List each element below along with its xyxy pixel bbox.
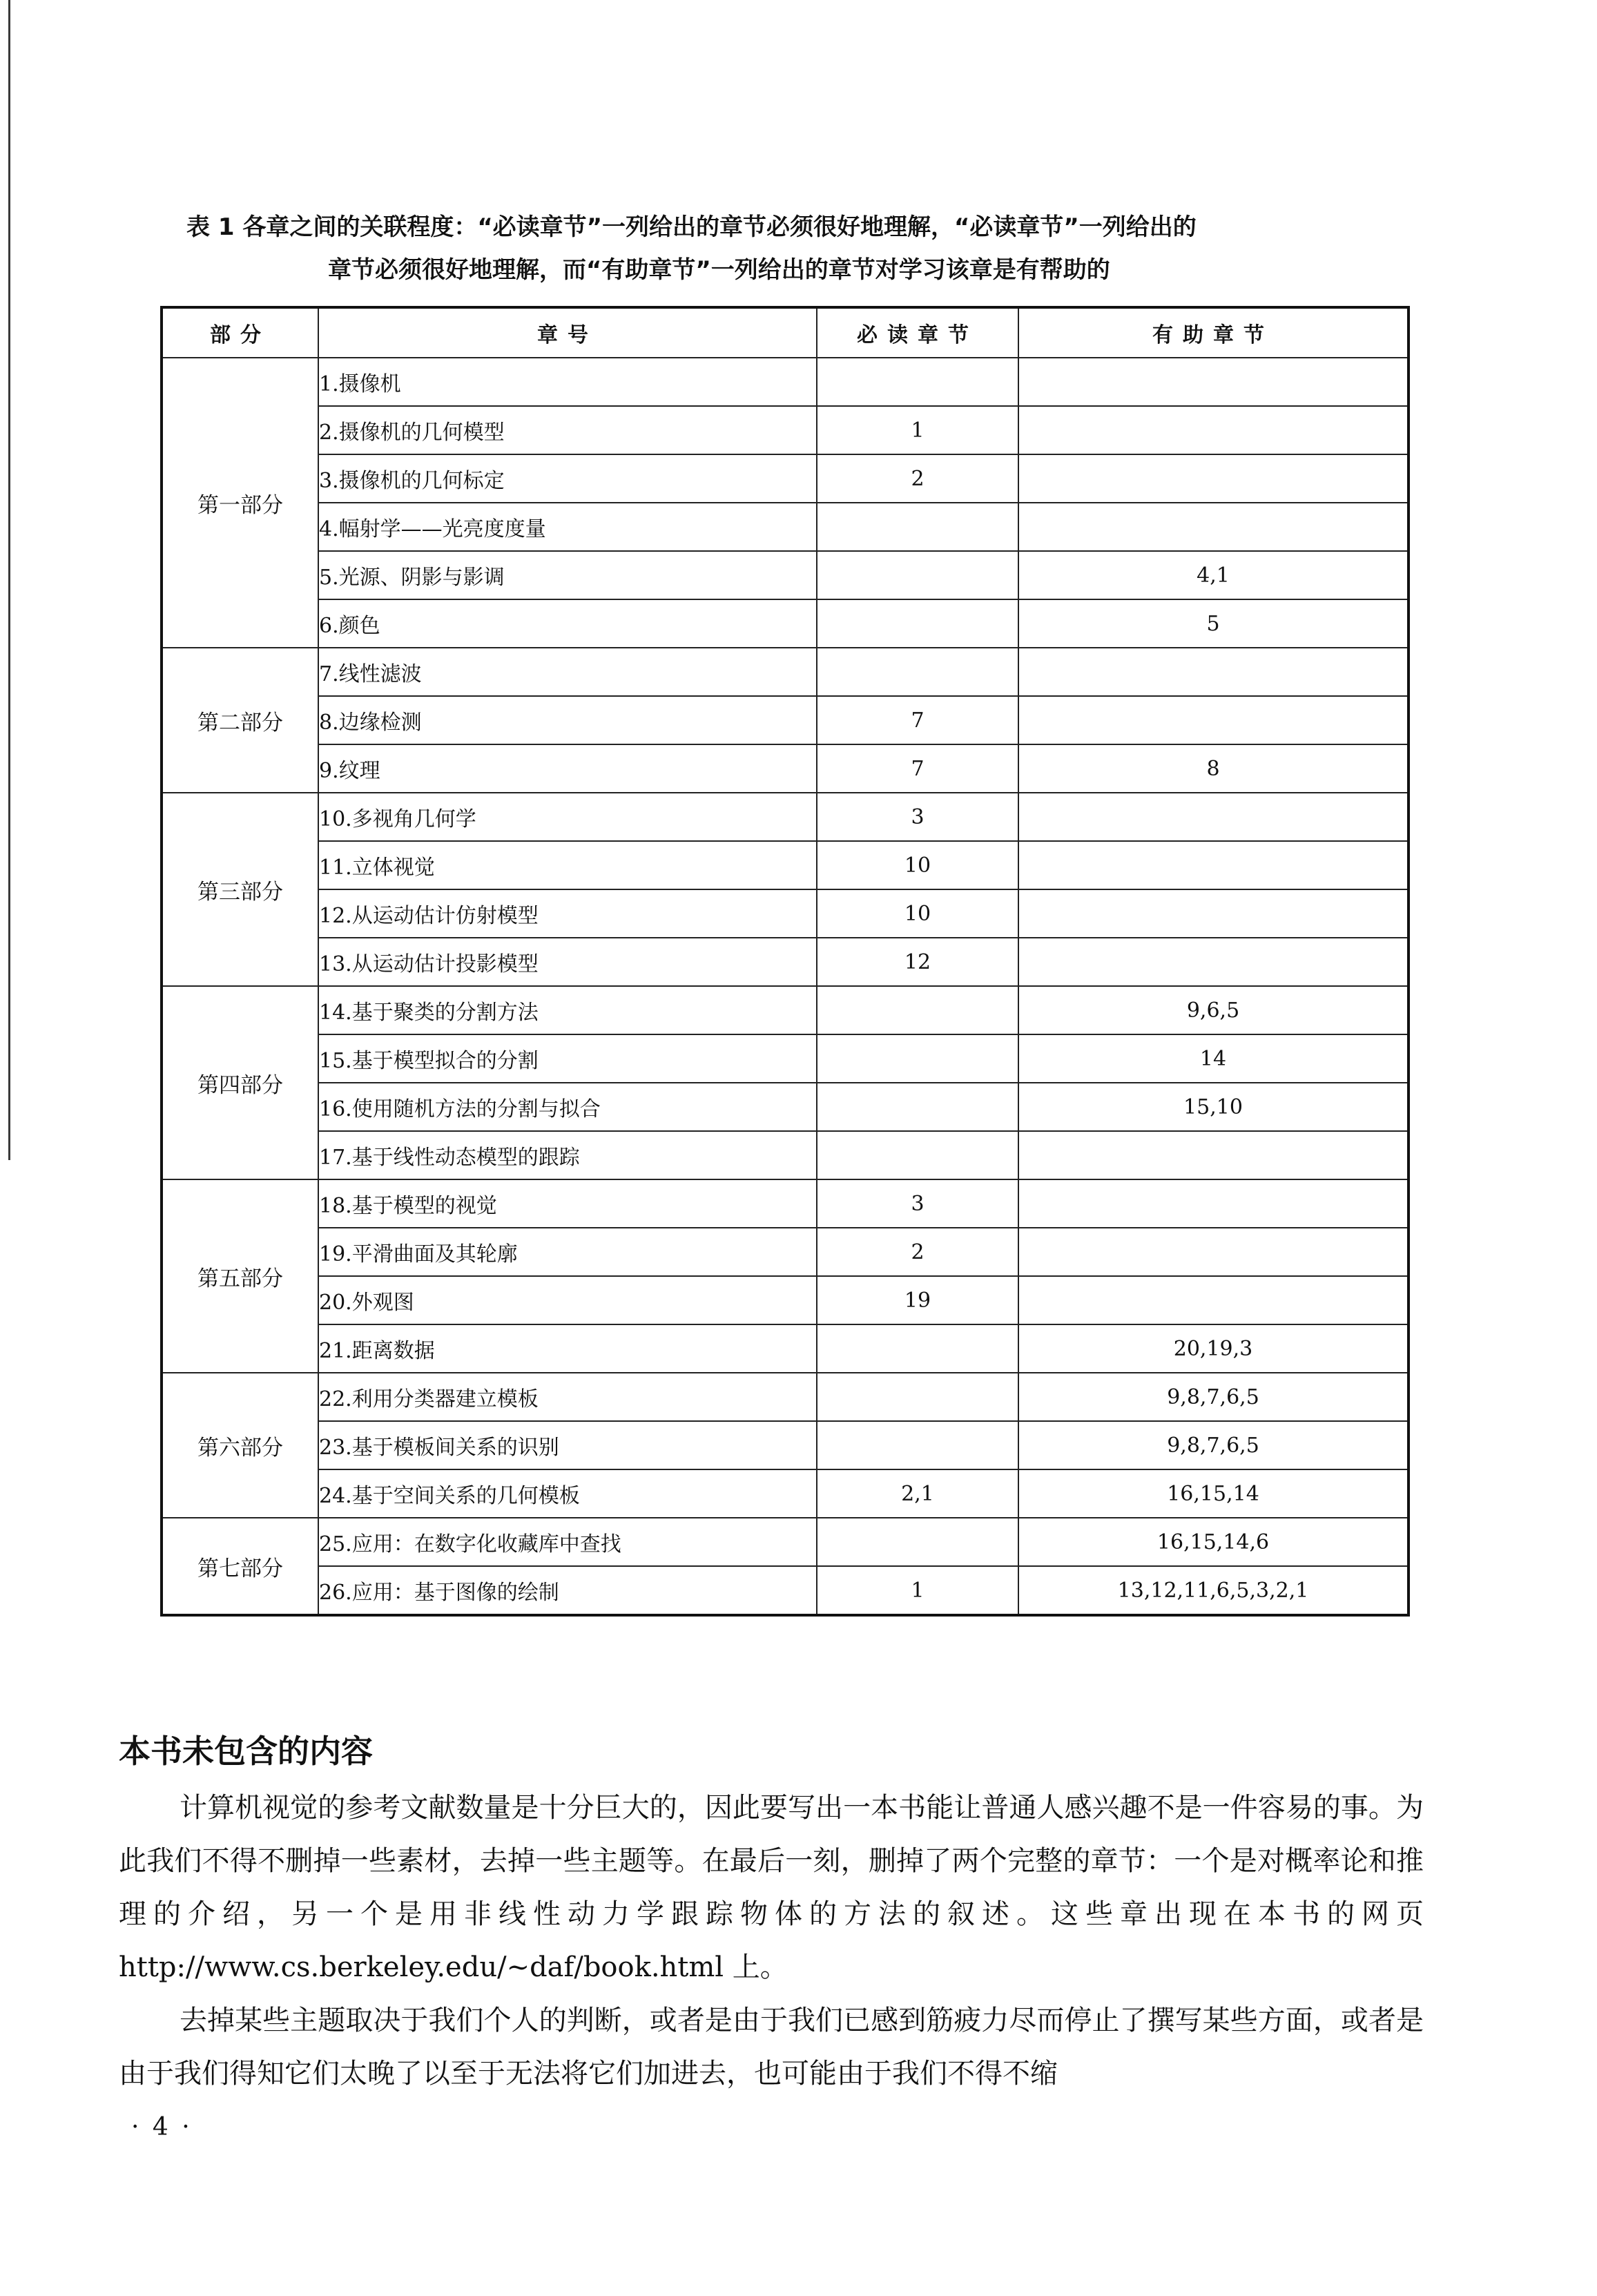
part-cell: 第七部分 <box>162 1518 318 1615</box>
helpful-cell: 16,15,14,6 <box>1018 1518 1409 1566</box>
chapter-cell: 20.外观图 <box>318 1276 817 1324</box>
required-cell: 2 <box>817 1228 1018 1276</box>
table-row <box>162 1324 1409 1373</box>
part-cell: 第三部分 <box>162 793 318 986</box>
helpful-cell: 4,1 <box>1018 551 1409 599</box>
table-caption <box>186 206 1415 291</box>
helpful-cell <box>1018 406 1409 454</box>
chapter-cell: 5.光源、阴影与影调 <box>318 551 817 599</box>
helpful-cell <box>1018 1179 1409 1228</box>
section-body <box>119 1782 1424 2101</box>
chapter-cell: 8.边缘检测 <box>318 696 817 744</box>
required-cell <box>817 1421 1018 1469</box>
helpful-cell: 20,19,3 <box>1018 1324 1409 1373</box>
table-row <box>162 841 1409 889</box>
helpful-cell <box>1018 503 1409 551</box>
paragraph: 去掉某些主题取决于我们个人的判断，或者是由于我们已感到筋疲力尽而停止了撰写某些方面，或者是由于我们得知它们太晚了以至于无法将它们加进去，也可能由于我们不得不缩 <box>119 2005 1424 2090</box>
scan-edge-line <box>8 0 10 1160</box>
chapter-cell: 15.基于模型拟合的分割 <box>318 1034 817 1083</box>
table-row <box>162 793 1409 841</box>
header-helpful: 有助章节 <box>1018 307 1409 358</box>
helpful-cell <box>1018 793 1409 841</box>
required-cell: 10 <box>817 889 1018 938</box>
caption-line-1: 表 1 各章之间的关联程度：“必读章节”一列给出的章节必须很好地理解，“必读章节”一列给出的 <box>186 213 1197 241</box>
table-row <box>162 1276 1409 1324</box>
helpful-cell: 9,8,7,6,5 <box>1018 1421 1409 1469</box>
table-row <box>162 599 1409 648</box>
required-cell: 19 <box>817 1276 1018 1324</box>
chapter-cell: 19.平滑曲面及其轮廓 <box>318 1228 817 1276</box>
table-row <box>162 986 1409 1034</box>
helpful-cell <box>1018 938 1409 986</box>
table-row <box>162 696 1409 744</box>
helpful-cell <box>1018 889 1409 938</box>
table-row <box>162 1131 1409 1179</box>
required-cell: 1 <box>817 406 1018 454</box>
table-row <box>162 1469 1409 1518</box>
chapter-cell: 14.基于聚类的分割方法 <box>318 986 817 1034</box>
helpful-cell: 8 <box>1018 744 1409 793</box>
table-row <box>162 1566 1409 1615</box>
chapter-cell: 1.摄像机 <box>318 358 817 406</box>
required-cell <box>817 648 1018 696</box>
table-row <box>162 1179 1409 1228</box>
table-row <box>162 1034 1409 1083</box>
table-row <box>162 1083 1409 1131</box>
chapter-cell: 11.立体视觉 <box>318 841 817 889</box>
chapter-cell: 22.利用分类器建立模板 <box>318 1373 817 1421</box>
helpful-cell <box>1018 841 1409 889</box>
required-cell <box>817 1083 1018 1131</box>
helpful-cell: 16,15,14 <box>1018 1469 1409 1518</box>
helpful-cell <box>1018 454 1409 503</box>
header-required: 必读章节 <box>817 307 1018 358</box>
required-cell <box>817 1324 1018 1373</box>
chapter-cell: 2.摄像机的几何模型 <box>318 406 817 454</box>
table-row <box>162 648 1409 696</box>
required-cell: 2,1 <box>817 1469 1018 1518</box>
paragraph: 计算机视觉的参考文献数量是十分巨大的，因此要写出一本书能让普通人感兴趣不是一件容易的事。为此我们不得不删掉一些素材，去掉一些主题等。在最后一刻，删掉了两个完整的章节：一个是对概率论和推理的介绍，另一个是用非线性动力学跟踪物体的方法的叙述。这些章出现在本书的网页 http://www.cs.berkeley.edu/~daf/book.html 上。 <box>119 1792 1424 1983</box>
required-cell <box>817 1518 1018 1566</box>
table-body <box>162 358 1409 1615</box>
chapter-cell: 25.应用：在数字化收藏库中查找 <box>318 1518 817 1566</box>
required-cell: 1 <box>817 1566 1018 1615</box>
chapter-cell: 23.基于模板间关系的识别 <box>318 1421 817 1469</box>
chapter-cell: 4.幅射学——光亮度度量 <box>318 503 817 551</box>
chapter-dependency-table <box>160 306 1410 1617</box>
required-cell: 12 <box>817 938 1018 986</box>
helpful-cell <box>1018 1131 1409 1179</box>
helpful-cell: 14 <box>1018 1034 1409 1083</box>
chapter-cell: 9.纹理 <box>318 744 817 793</box>
chapter-cell: 24.基于空间关系的几何模板 <box>318 1469 817 1518</box>
part-cell: 第二部分 <box>162 648 318 793</box>
chapter-cell: 3.摄像机的几何标定 <box>318 454 817 503</box>
table-row <box>162 503 1409 551</box>
helpful-cell <box>1018 1228 1409 1276</box>
helpful-cell: 9,8,7,6,5 <box>1018 1373 1409 1421</box>
table-row <box>162 1228 1409 1276</box>
chapter-cell: 12.从运动估计仿射模型 <box>318 889 817 938</box>
helpful-cell <box>1018 358 1409 406</box>
part-cell: 第五部分 <box>162 1179 318 1373</box>
helpful-cell <box>1018 1276 1409 1324</box>
part-cell: 第六部分 <box>162 1373 318 1518</box>
helpful-cell <box>1018 648 1409 696</box>
chapter-cell: 16.使用随机方法的分割与拟合 <box>318 1083 817 1131</box>
table-row <box>162 406 1409 454</box>
table-row <box>162 358 1409 406</box>
table-row <box>162 551 1409 599</box>
chapter-cell: 17.基于线性动态模型的跟踪 <box>318 1131 817 1179</box>
required-cell <box>817 358 1018 406</box>
table-row <box>162 938 1409 986</box>
required-cell <box>817 986 1018 1034</box>
required-cell: 2 <box>817 454 1018 503</box>
table-row <box>162 1518 1409 1566</box>
required-cell: 3 <box>817 793 1018 841</box>
required-cell: 7 <box>817 696 1018 744</box>
required-cell <box>817 1373 1018 1421</box>
part-cell: 第一部分 <box>162 358 318 648</box>
table-row <box>162 1421 1409 1469</box>
table-header-row <box>162 307 1409 358</box>
required-cell: 3 <box>817 1179 1018 1228</box>
table-row <box>162 1373 1409 1421</box>
required-cell: 7 <box>817 744 1018 793</box>
required-cell <box>817 599 1018 648</box>
header-part: 部分 <box>162 307 318 358</box>
required-cell <box>817 1131 1018 1179</box>
helpful-cell: 5 <box>1018 599 1409 648</box>
chapter-cell: 7.线性滤波 <box>318 648 817 696</box>
helpful-cell: 9,6,5 <box>1018 986 1409 1034</box>
header-chapter: 章号 <box>318 307 817 358</box>
section-title: 本书未包含的内容 <box>119 1733 373 1770</box>
caption-line-2: 章节必须很好地理解，而“有助章节”一列给出的章节对学习该章是有帮助的 <box>328 256 1110 284</box>
required-cell <box>817 1034 1018 1083</box>
part-cell: 第四部分 <box>162 986 318 1179</box>
table-row <box>162 889 1409 938</box>
chapter-cell: 26.应用：基于图像的绘制 <box>318 1566 817 1615</box>
helpful-cell <box>1018 696 1409 744</box>
chapter-cell: 18.基于模型的视觉 <box>318 1179 817 1228</box>
chapter-cell: 10.多视角几何学 <box>318 793 817 841</box>
required-cell <box>817 551 1018 599</box>
required-cell: 10 <box>817 841 1018 889</box>
required-cell <box>817 503 1018 551</box>
helpful-cell: 15,10 <box>1018 1083 1409 1131</box>
chapter-cell: 6.颜色 <box>318 599 817 648</box>
table-row <box>162 744 1409 793</box>
helpful-cell: 13,12,11,6,5,3,2,1 <box>1018 1566 1409 1615</box>
chapter-cell: 13.从运动估计投影模型 <box>318 938 817 986</box>
page-number: · 4 · <box>131 2113 193 2141</box>
chapter-cell: 21.距离数据 <box>318 1324 817 1373</box>
table-row <box>162 454 1409 503</box>
